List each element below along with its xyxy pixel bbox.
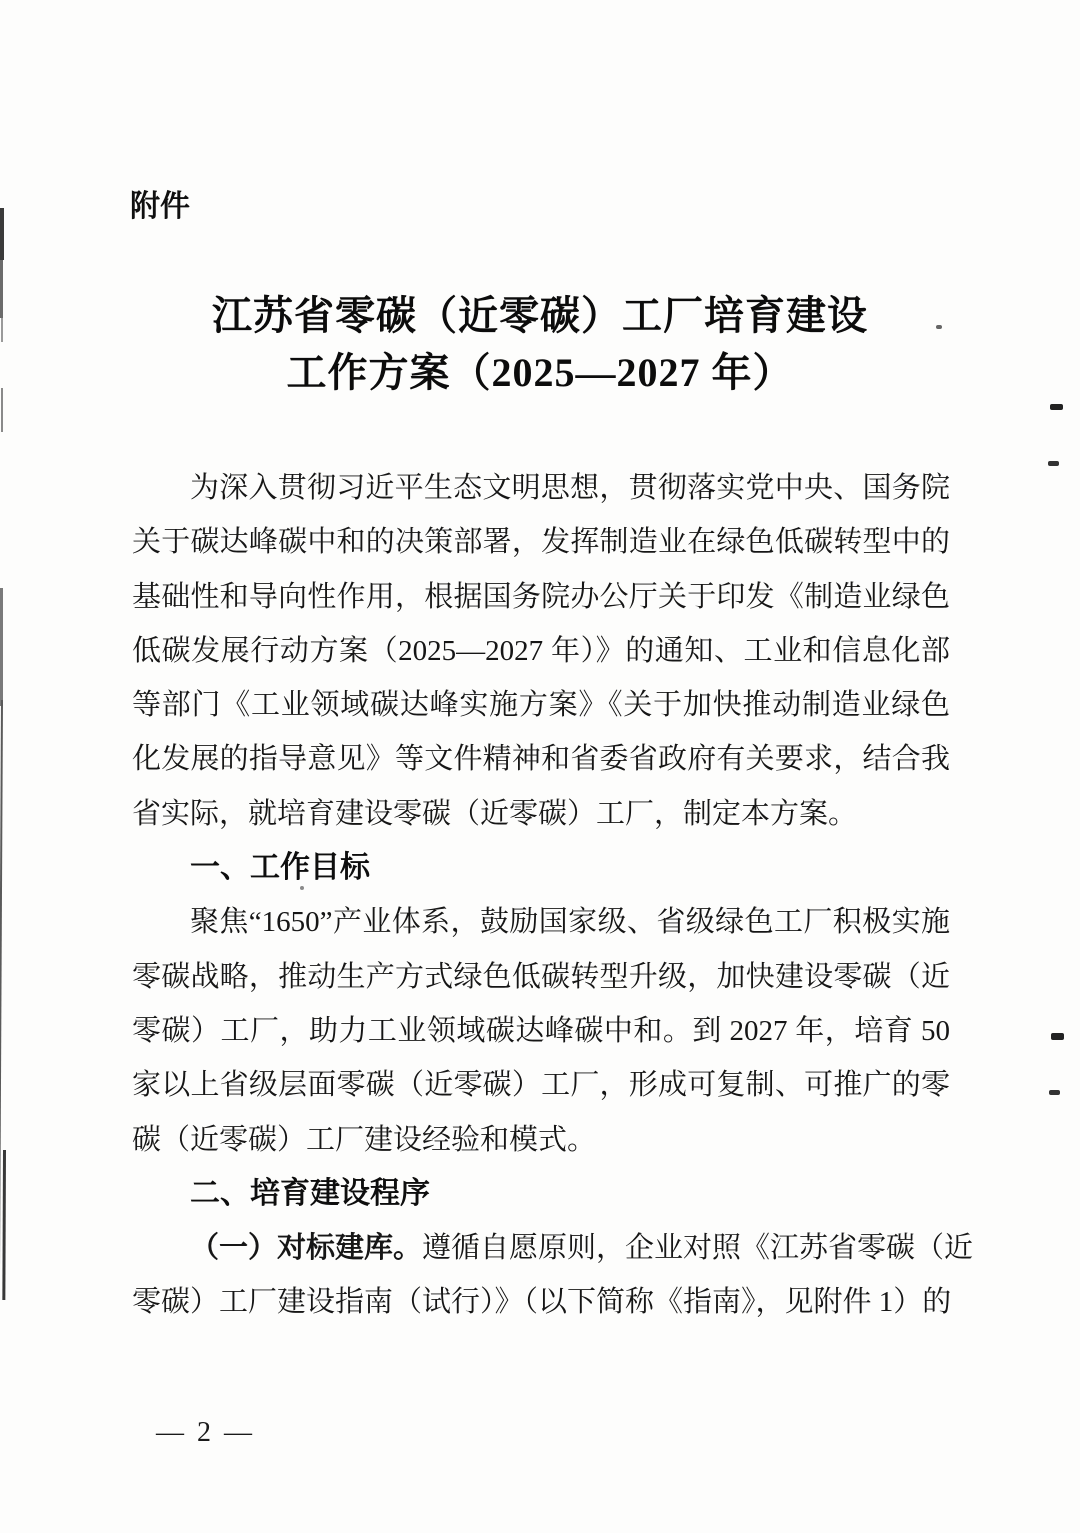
body-line: （一）对标建库。遵循自愿原则，企业对照《江苏省零碳（近 [190,1232,974,1265]
body-line: 家以上省级层面零碳（近零碳）工厂，形成可复制、可推广的零 [132,1069,950,1102]
ink-speck [1049,1090,1060,1095]
section-heading: 一、工作目标 [190,851,370,885]
body-line: 零碳）工厂建设指南（试行）》（以下简称《指南》，见附件 1）的 [132,1286,952,1319]
body-line: 为深入贯彻习近平生态文明思想，贯彻落实党中央、国务院 [190,472,950,504]
body-line: 等部门《工业领域碳达峰实施方案》《关于加快推动制造业绿色 [132,689,950,722]
ink-speck [1048,461,1059,466]
document-title-line-2: 工作方案（2025—2027 年） [286,350,794,395]
page-number: — 2 — [156,1417,255,1448]
body-line: 化发展的指导意见》等文件精神和省委省政府有关要求，结合我 [132,743,950,776]
ink-speck [1051,1033,1064,1040]
ink-speck [1050,404,1063,410]
scan-artifact [2,1150,6,1300]
scan-artifact [0,588,3,706]
document-title [0,287,1080,401]
bold-lead-in: （一）对标建库。 [190,1232,423,1265]
body-line: 零碳战略，推动生产方式绿色低碳转型升级，加快建设零碳（近 [132,960,950,993]
scan-artifact [0,700,3,1525]
body-line: 聚焦“1650”产业体系，鼓励国家级、省级绿色工厂积极实施 [190,906,950,939]
body-line: 省实际，就培育建设零碳（近零碳）工厂，制定本方案。 [132,797,858,830]
document-body [132,461,974,1330]
section-heading: 二、培育建设程序 [190,1176,430,1210]
body-line: 基础性和导向性作用，根据国务院办公厅关于印发《制造业绿色 [132,580,950,613]
body-line: 碳（近零碳）工厂建设经验和模式。 [132,1123,597,1156]
attachment-label: 附件 [130,190,190,223]
scan-artifact [0,208,4,260]
body-line: 低碳发展行动方案（2025—2027 年）》的通知、工业和信息化部 [132,634,950,667]
document-title-line-1: 江苏省零碳（近零碳）工厂培育建设 [212,293,868,338]
body-line: 关于碳达峰碳中和的决策部署，发挥制造业在绿色低碳转型中的 [132,526,950,559]
body-line: 零碳）工厂，助力工业领域碳达峰碳中和。到 2027 年，培育 50 [132,1014,950,1047]
